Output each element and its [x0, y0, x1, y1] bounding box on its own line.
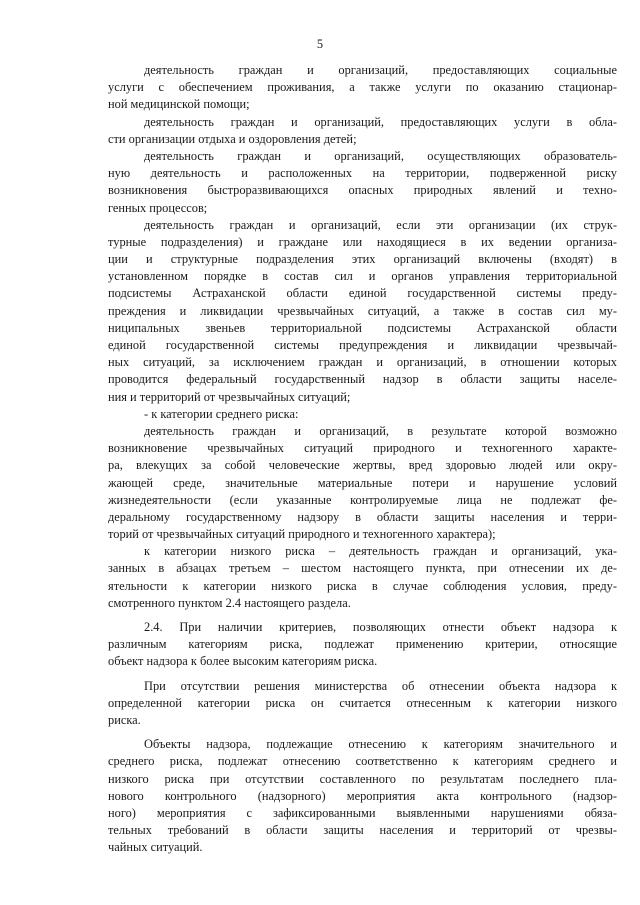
text-line: турные подразделения) и граждане или находящиеся в их ведении организа- [108, 234, 617, 249]
text-line: ного) мероприятия с зафиксированными выявленными нарушениями обяза- [108, 805, 617, 820]
text-line: ния и территорий от чрезвычайных ситуаций; [108, 389, 351, 404]
document-body [108, 62, 617, 856]
text-line: ной медицинской помощи; [108, 97, 250, 112]
paragraph [108, 114, 617, 148]
text-line: услуги с обеспечением проживания, а также услуги по оказанию стационар- [108, 80, 617, 95]
paragraph [108, 148, 617, 217]
paragraph [108, 62, 617, 114]
text-line: деятельность граждан и организаций, если эти организации (их струк- [144, 217, 617, 232]
text-line: среднего риска, подлежат отнесению соответственно к категориям среднего и [108, 754, 617, 769]
text-line: риска. [108, 712, 141, 727]
text-line: ции и структурные подразделения этих организаций включены (входят) в [108, 252, 617, 267]
text-line: сти организации отдыха и оздоровления детей; [108, 131, 357, 146]
text-line: деятельность граждан и организаций, предоставляющих услуги в обла- [144, 114, 617, 129]
paragraph [108, 619, 617, 671]
text-line: ниципальных звеньев территориальной подсистемы Астраханской области [108, 320, 617, 335]
text-line: тельных требований в области защиты населения и территорий от чрезвы- [108, 823, 617, 838]
text-line: установленном порядке в состав сил и органов управления территориальной [108, 269, 617, 284]
text-line: преждения и ликвидации чрезвычайных ситуаций, а также в состав сил му- [108, 303, 617, 318]
paragraph-gap [108, 612, 617, 619]
paragraph-gap [108, 729, 617, 736]
paragraph [108, 423, 617, 543]
text-line: Объекты надзора, подлежащие отнесению к категориям значительного и [144, 737, 617, 752]
text-line: определенной категории риска он считается отнесенным к категории низкого [108, 695, 617, 710]
text-line: деятельность граждан и организаций, предоставляющих социальные [144, 63, 617, 77]
text-line: генных процессов; [108, 200, 208, 215]
text-line: При отсутствии решения министерства об отнесении объекта надзора к [144, 678, 617, 693]
text-line: подсистемы Астраханской области единой государственной системы преду- [108, 286, 617, 301]
text-line: 2.4. При наличии критериев, позволяющих отнести объект надзора к [144, 620, 617, 634]
paragraph [108, 736, 617, 856]
text-line: чайных ситуаций. [108, 840, 203, 855]
text-line: деральному государственному надзору в области защиты населения и терри- [108, 509, 617, 524]
text-line: торий от чрезвычайных ситуаций природного и техногенного характера); [108, 527, 496, 542]
paragraph [108, 543, 617, 612]
text-line: ра, влекущих за собой человеческие жертвы, вред здоровью людей или окру- [108, 458, 617, 473]
paragraph [108, 406, 617, 423]
text-line: объект надзора к более высоким категориям риска. [108, 654, 378, 669]
text-line: проводится федеральный государственный надзор в области защиты населе- [108, 372, 617, 387]
text-line: ную деятельность и расположенных на территории, подверженной риску [108, 166, 617, 181]
text-line: низкого риска при отсутствии составленного по результатам последнего пла- [108, 771, 617, 786]
text-line: жизнедеятельности (если указанные контролируемые лица не подлежат фе- [108, 492, 617, 507]
text-line: смотренного пунктом 2.4 настоящего раздела. [108, 595, 351, 610]
text-line: деятельность граждан и организаций, осуществляющих образователь- [144, 148, 617, 163]
text-line: - к категории среднего риска: [144, 406, 299, 421]
text-line: ных ситуаций, за исключением граждан и организаций, в отношении которых [108, 355, 617, 370]
text-line: ятельности к категории низкого риска в случае соблюдения условия, преду- [108, 578, 617, 593]
paragraph [108, 217, 617, 406]
text-line: возникновения быстроразвивающихся опасных природных явлений и техно- [108, 183, 617, 198]
text-line: единой государственной системы предупреждения и ликвидации чрезвычай- [108, 338, 617, 352]
text-line: к категории низкого риска – деятельность граждан и организаций, ука- [144, 544, 617, 559]
text-line: жающей среде, значительные материальные потери и нарушение условий [108, 475, 617, 490]
text-line: деятельность граждан и организаций, в результате которой возможно [144, 423, 617, 438]
paragraph-gap [108, 671, 617, 678]
paragraph [108, 678, 617, 730]
text-line: различным категориям риска, подлежат применению критерии, относящие [108, 637, 617, 652]
text-line: возникновение чрезвычайных ситуаций природного и техногенного характе- [108, 441, 617, 456]
text-line: нового контрольного (надзорного) мероприятия акта контрольного (надзор- [108, 788, 617, 803]
page-number: 5 [316, 37, 324, 51]
text-line: занных в абзацах третьем – шестом настоящего пункта, при отнесении их де- [108, 561, 617, 576]
